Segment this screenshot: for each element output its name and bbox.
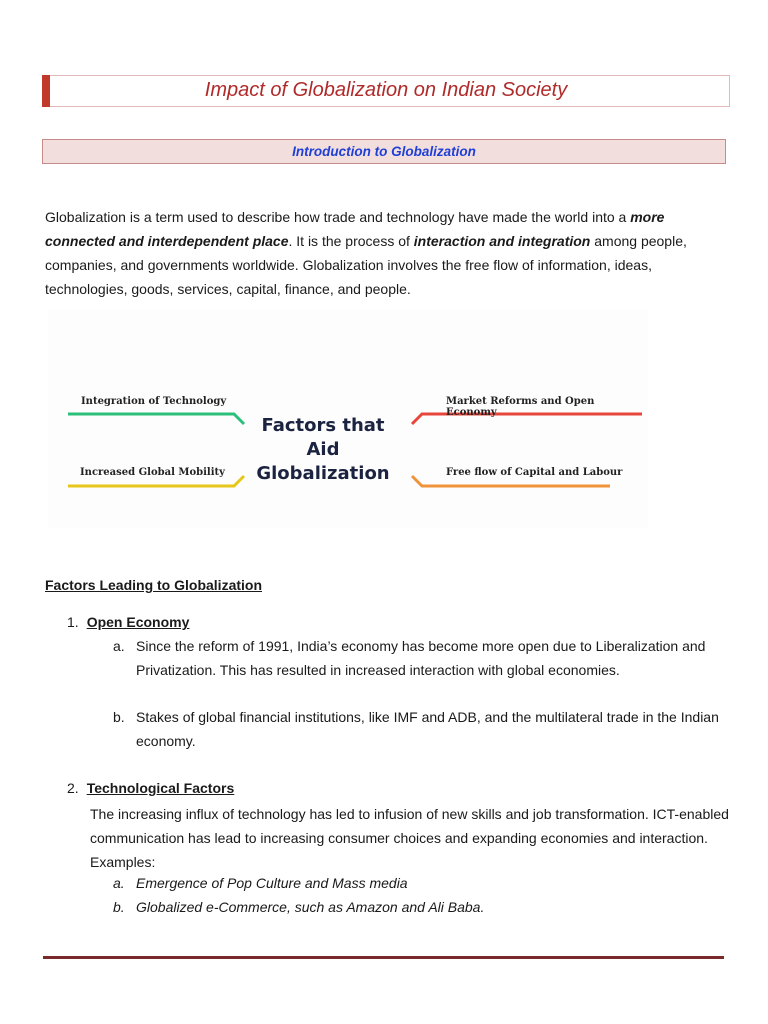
item-1a-marker: a.: [113, 638, 125, 654]
infographic-center-title: [248, 414, 398, 486]
node-increased-global-mobility: Increased Global Mobility: [80, 467, 225, 478]
intro-bold-2: interaction and integration: [413, 233, 591, 249]
item-2-body: The increasing influx of technology has led to infusion of new skills and job transformation. ICT-enabled communication has lead to increasing consumer choices and expanding economies and interaction. Examples:: [90, 806, 729, 870]
item-1b: [113, 705, 733, 753]
document-title-box: [42, 75, 730, 107]
item-1-heading: [67, 614, 189, 630]
item-1b-text: Stakes of global financial institutions, like IMF and ADB, and the multilateral trade in the Indian economy.: [136, 709, 719, 749]
item-2a: [113, 871, 733, 895]
item-2a-text: Emergence of Pop Culture and Mass media: [136, 875, 408, 891]
node-market-reforms: Market Reforms and Open Economy: [446, 396, 595, 418]
item-1a: [113, 634, 733, 682]
item-2b-text: Globalized e-Commerce, such as Amazon and Ali Baba.: [136, 899, 485, 915]
item-1-number: 1.: [67, 614, 79, 630]
intro-bold-1: more connected and interdependent place: [45, 209, 665, 249]
node-integration-of-technology: Integration of Technology: [81, 396, 227, 407]
footer-rule: [43, 956, 724, 959]
center-line-2: Aid: [306, 439, 340, 460]
factors-heading: Factors Leading to Globalization: [45, 577, 263, 593]
intro-heading-box: [42, 139, 726, 164]
item-2b: [113, 895, 733, 919]
center-line-3: Globalization: [256, 463, 390, 484]
item-2-label: Technological Factors: [86, 780, 235, 796]
intro-heading: Introduction to Globalization: [292, 144, 476, 159]
connector-top-left: [68, 414, 244, 424]
intro-text-3: among people, companies, and governments worldwide. Globalization involves the free flow of information, ideas, technologies, goods, services, capital, finance, and people.: [45, 233, 687, 297]
item-2a-marker: a.: [113, 875, 125, 891]
intro-paragraph: [45, 205, 730, 301]
document-title: Impact of Globalization on Indian Society: [204, 79, 568, 101]
intro-text-1: Globalization is a term used to describe how trade and technology have made the world into a: [45, 209, 631, 225]
factors-infographic: [48, 310, 648, 528]
item-2b-marker: b.: [113, 899, 125, 915]
item-1b-marker: b.: [113, 709, 125, 725]
center-line-1: Factors that: [261, 415, 385, 436]
node-free-flow-capital: Free flow of Capital and Labour: [446, 467, 623, 478]
intro-text-2: . It is the process of: [288, 233, 414, 249]
item-1-label: Open Economy: [86, 614, 190, 630]
item-2-heading: [67, 780, 234, 796]
item-1a-text: Since the reform of 1991, India’s economy has become more open due to Liberalization and Privatization. This has resulted in increased interaction with global economies.: [136, 638, 706, 678]
item-2-number: 2.: [67, 780, 79, 796]
